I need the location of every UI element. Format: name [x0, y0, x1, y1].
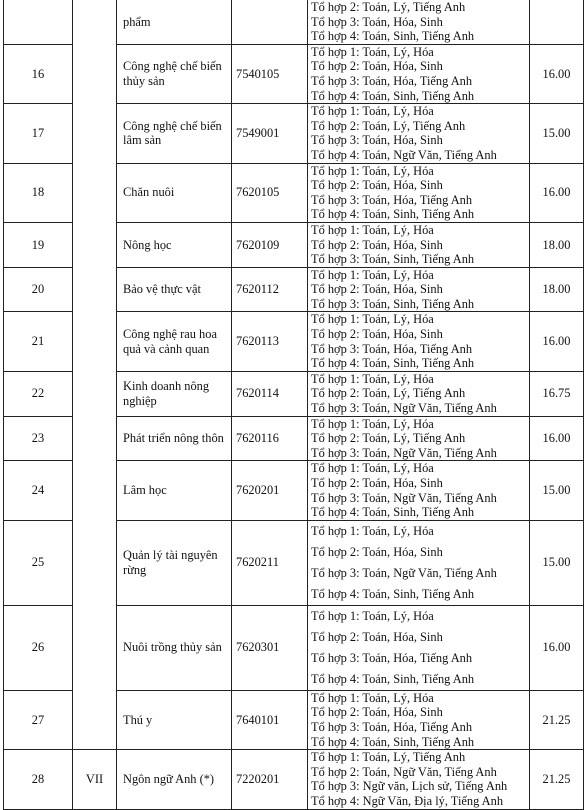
subject-combo-line: Tổ hợp 1: Toán, Lý, Hóa	[311, 690, 434, 705]
major-name-cell	[117, 44, 232, 103]
subject-combo-line: Tổ hợp 2: Toán, Lý, Tiếng Anh	[311, 431, 466, 446]
subject-combo-line: Tổ hợp 3: Toán, Ngữ Văn, Tiếng Anh	[311, 401, 497, 416]
row-number-cell: 24	[4, 461, 73, 520]
subject-combo-line: Tổ hợp 2: Toán, Hóa, Sinh	[311, 237, 443, 252]
subject-combo-line: Tổ hợp 3: Ngữ văn, Lịch sử, Tiếng Anh	[311, 779, 508, 794]
subject-combo-line: Tổ hợp 2: Toán, Hóa, Sinh	[311, 327, 443, 342]
major-name-cell	[117, 312, 232, 371]
table-body	[4, 0, 584, 809]
major-name-cell	[117, 520, 232, 605]
major-name-line: Công nghệ chế biến	[123, 118, 222, 133]
subject-combo-line: Tổ hợp 2: Toán, Lý, Tiếng Anh	[311, 386, 466, 401]
subject-combo-line: Tổ hợp 2: Toán, Hóa, Sinh	[311, 178, 443, 193]
table-row	[4, 0, 584, 44]
subject-combo-line: Tổ hợp 1: Toán, Lý, Hóa	[311, 267, 434, 282]
subject-combo-line: Tổ hợp 3: Toán, Hóa, Tiếng Anh	[311, 73, 473, 88]
subject-combo-line: Tổ hợp 2: Toán, Hóa, Sinh	[311, 705, 443, 720]
group-cell	[73, 222, 117, 267]
row-number-cell: 27	[4, 690, 73, 749]
table-row	[4, 520, 584, 605]
major-name-cell	[117, 461, 232, 520]
subject-combo-line: Tổ hợp 4: Toán, Ngữ Văn, Tiếng Anh	[311, 147, 497, 162]
table-row	[4, 605, 584, 690]
subject-combo-line: Tổ hợp 2: Toán, Lý, Tiếng Anh	[311, 0, 466, 14]
subject-combo-line: Tổ hợp 1: Toán, Lý, Hóa	[311, 608, 434, 623]
subject-combo-line: Tổ hợp 4: Toán, Sinh, Tiếng Anh	[311, 88, 475, 103]
group-cell	[73, 267, 117, 312]
subject-combo-line: Tổ hợp 1: Toán, Lý, Hóa	[311, 312, 434, 327]
subject-combo-line: Tổ hợp 3: Toán, Hóa, Tiếng Anh	[311, 650, 473, 665]
subject-combos-cell	[308, 163, 530, 222]
subject-combos-cell	[308, 750, 530, 809]
subject-combo-line: Tổ hợp 2: Toán, Hóa, Sinh	[311, 544, 443, 559]
cutoff-score-cell	[530, 0, 584, 44]
cutoff-score-cell: 16.00	[530, 312, 584, 371]
subject-combo-line: Tổ hợp 4: Toán, Sinh, Tiếng Anh	[311, 356, 475, 371]
major-name-line: Thú y	[123, 712, 153, 727]
major-name-cell	[117, 605, 232, 690]
major-name-line: Nuôi trồng thủy sản	[123, 640, 222, 655]
cutoff-score-cell: 16.00	[530, 163, 584, 222]
major-name-line: Bảo vệ thực vật	[123, 282, 201, 297]
subject-combos-cell	[308, 44, 530, 103]
cutoff-score-cell: 16.00	[530, 44, 584, 103]
major-name-line: Lâm học	[123, 483, 167, 498]
table-row	[4, 371, 584, 416]
row-number-cell	[4, 0, 73, 44]
table-row	[4, 750, 584, 809]
cutoff-score-cell: 15.00	[530, 461, 584, 520]
major-name-cell	[117, 222, 232, 267]
major-code-cell: 7640101	[232, 690, 308, 749]
major-code-cell	[232, 0, 308, 44]
major-code-cell: 7549001	[232, 104, 308, 163]
cutoff-score-cell: 21.25	[530, 750, 584, 809]
subject-combos-cell	[308, 461, 530, 520]
major-name-line: Quản lý tài nguyên	[123, 548, 218, 563]
subject-combo-line: Tổ hợp 4: Toán, Sinh, Tiếng Anh	[311, 734, 475, 749]
subject-combo-line: Tổ hợp 4: Toán, Sinh, Tiếng Anh	[311, 29, 475, 44]
subject-combo-line: Tổ hợp 1: Toán, Lý, Tiếng Anh	[311, 750, 466, 765]
subject-combo-line: Tổ hợp 3: Toán, Hóa, Sinh	[311, 133, 443, 148]
major-code-cell: 7620105	[232, 163, 308, 222]
subject-combos-cell	[308, 0, 530, 44]
group-cell	[73, 312, 117, 371]
subject-combo-line: Tổ hợp 2: Toán, Hóa, Sinh	[311, 282, 443, 297]
subject-combo-line: Tổ hợp 1: Toán, Lý, Hóa	[311, 44, 434, 59]
major-code-cell: 7620301	[232, 605, 308, 690]
major-code-cell: 7620211	[232, 520, 308, 605]
subject-combo-line: Tổ hợp 2: Toán, Hóa, Sinh	[311, 59, 443, 74]
row-number-cell: 17	[4, 104, 73, 163]
group-cell	[73, 44, 117, 103]
major-code-cell: 7620116	[232, 416, 308, 461]
cutoff-score-cell: 16.00	[530, 605, 584, 690]
major-code-cell: 7620112	[232, 267, 308, 312]
subject-combo-line: Tổ hợp 4: Toán, Sinh, Tiếng Anh	[311, 505, 475, 520]
major-name-cell	[117, 371, 232, 416]
major-code-cell: 7620114	[232, 371, 308, 416]
major-name-cell	[117, 750, 232, 809]
major-name-line: phẩm	[123, 14, 151, 29]
row-number-cell: 18	[4, 163, 73, 222]
group-cell: VII	[73, 750, 117, 809]
row-number-cell: 21	[4, 312, 73, 371]
row-number-cell: 26	[4, 605, 73, 690]
subject-combo-line: Tổ hợp 1: Toán, Lý, Hóa	[311, 461, 434, 476]
major-name-line: Công nghệ chế biến	[123, 59, 222, 74]
cutoff-score-cell: 21.25	[530, 690, 584, 749]
subject-combo-line: Tổ hợp 3: Toán, Sinh, Tiếng Anh	[311, 252, 475, 267]
subject-combo-line: Tổ hợp 3: Toán, Hóa, Tiếng Anh	[311, 719, 473, 734]
row-number-cell: 25	[4, 520, 73, 605]
table-row	[4, 690, 584, 749]
row-number-cell: 20	[4, 267, 73, 312]
major-code-cell: 7620201	[232, 461, 308, 520]
major-name-line: rừng	[123, 562, 147, 577]
subject-combo-line: Tổ hợp 3: Toán, Ngữ Văn, Tiếng Anh	[311, 490, 497, 505]
major-name-line: quả và cảnh quan	[123, 341, 210, 356]
cutoff-score-cell: 16.00	[530, 416, 584, 461]
major-name-line: lâm sản	[123, 133, 162, 148]
subject-combo-line: Tổ hợp 2: Toán, Ngữ Văn, Tiếng Anh	[311, 764, 497, 779]
table-row	[4, 461, 584, 520]
subject-combo-line: Tổ hợp 1: Toán, Lý, Hóa	[311, 163, 434, 178]
major-name-line: Công nghệ rau hoa	[123, 327, 217, 342]
subject-combo-line: Tổ hợp 4: Toán, Sinh, Tiếng Anh	[311, 207, 475, 222]
subject-combo-line: Tổ hợp 3: Toán, Ngữ Văn, Tiếng Anh	[311, 565, 497, 580]
subject-combos-cell	[308, 222, 530, 267]
subject-combo-line: Tổ hợp 4: Toán, Sinh, Tiếng Anh	[311, 586, 475, 601]
table-row	[4, 267, 584, 312]
major-name-line: Ngôn ngữ Anh (*)	[123, 772, 215, 787]
subject-combo-line: Tổ hợp 3: Toán, Hóa, Sinh	[311, 14, 443, 29]
subject-combo-line: Tổ hợp 1: Toán, Lý, Hóa	[311, 416, 434, 431]
admissions-table	[3, 0, 584, 810]
subject-combo-line: Tổ hợp 3: Toán, Ngữ Văn, Tiếng Anh	[311, 445, 497, 460]
major-name-line: Nông học	[123, 237, 172, 252]
major-code-cell: 7540105	[232, 44, 308, 103]
major-name-cell	[117, 0, 232, 44]
cutoff-score-cell: 18.00	[530, 222, 584, 267]
row-number-cell: 22	[4, 371, 73, 416]
table-row	[4, 416, 584, 461]
subject-combo-line: Tổ hợp 2: Toán, Hóa, Sinh	[311, 629, 443, 644]
group-cell	[73, 690, 117, 749]
major-name-line: Chăn nuôi	[123, 185, 175, 200]
major-code-cell: 7620109	[232, 222, 308, 267]
major-name-line: Phát triển nông thôn	[123, 431, 224, 446]
subject-combo-line: Tổ hợp 4: Ngữ Văn, Địa lý, Tiếng Anh	[311, 793, 504, 808]
subject-combo-line: Tổ hợp 2: Toán, Lý, Tiếng Anh	[311, 118, 466, 133]
subject-combos-cell	[308, 371, 530, 416]
group-cell	[73, 416, 117, 461]
cutoff-score-cell: 16.75	[530, 371, 584, 416]
table-row	[4, 104, 584, 163]
major-name-cell	[117, 690, 232, 749]
major-name-cell	[117, 104, 232, 163]
table-row	[4, 44, 584, 103]
subject-combo-line: Tổ hợp 2: Toán, Hóa, Sinh	[311, 476, 443, 490]
subject-combo-line: Tổ hợp 3: Toán, Hóa, Tiếng Anh	[311, 192, 473, 207]
major-name-cell	[117, 163, 232, 222]
major-code-cell: 7620113	[232, 312, 308, 371]
table-row	[4, 163, 584, 222]
table-row	[4, 312, 584, 371]
major-name-line: nghiệp	[123, 393, 157, 408]
cutoff-score-cell: 15.00	[530, 104, 584, 163]
subject-combos-cell	[308, 690, 530, 749]
group-cell	[73, 520, 117, 605]
table-row	[4, 222, 584, 267]
major-name-line: thủy sản	[123, 73, 165, 88]
subject-combo-line: Tổ hợp 1: Toán, Lý, Hóa	[311, 222, 434, 237]
subject-combo-line: Tổ hợp 1: Toán, Lý, Hóa	[311, 371, 434, 386]
major-name-cell	[117, 267, 232, 312]
subject-combos-cell	[308, 416, 530, 461]
group-cell	[73, 371, 117, 416]
subject-combo-line: Tổ hợp 4: Toán, Sinh, Tiếng Anh	[311, 671, 475, 686]
subject-combos-cell	[308, 267, 530, 312]
cutoff-score-cell: 15.00	[530, 520, 584, 605]
row-number-cell: 28	[4, 750, 73, 809]
row-number-cell: 23	[4, 416, 73, 461]
group-cell	[73, 0, 117, 44]
subject-combos-cell	[308, 605, 530, 690]
major-code-cell: 7220201	[232, 750, 308, 809]
row-number-cell: 16	[4, 44, 73, 103]
subject-combos-cell	[308, 520, 530, 605]
subject-combo-line: Tổ hợp 3: Toán, Hóa, Tiếng Anh	[311, 341, 473, 356]
group-cell	[73, 605, 117, 690]
group-cell	[73, 104, 117, 163]
subject-combo-line: Tổ hợp 1: Toán, Lý, Hóa	[311, 104, 434, 119]
subject-combo-line: Tổ hợp 1: Toán, Lý, Hóa	[311, 523, 434, 538]
group-cell	[73, 461, 117, 520]
subject-combos-cell	[308, 104, 530, 163]
group-cell	[73, 163, 117, 222]
major-name-cell	[117, 416, 232, 461]
subject-combo-line: Tổ hợp 3: Toán, Sinh, Tiếng Anh	[311, 296, 475, 311]
subject-combos-cell	[308, 312, 530, 371]
major-name-line: Kinh doanh nông	[123, 379, 210, 394]
row-number-cell: 19	[4, 222, 73, 267]
cutoff-score-cell: 18.00	[530, 267, 584, 312]
